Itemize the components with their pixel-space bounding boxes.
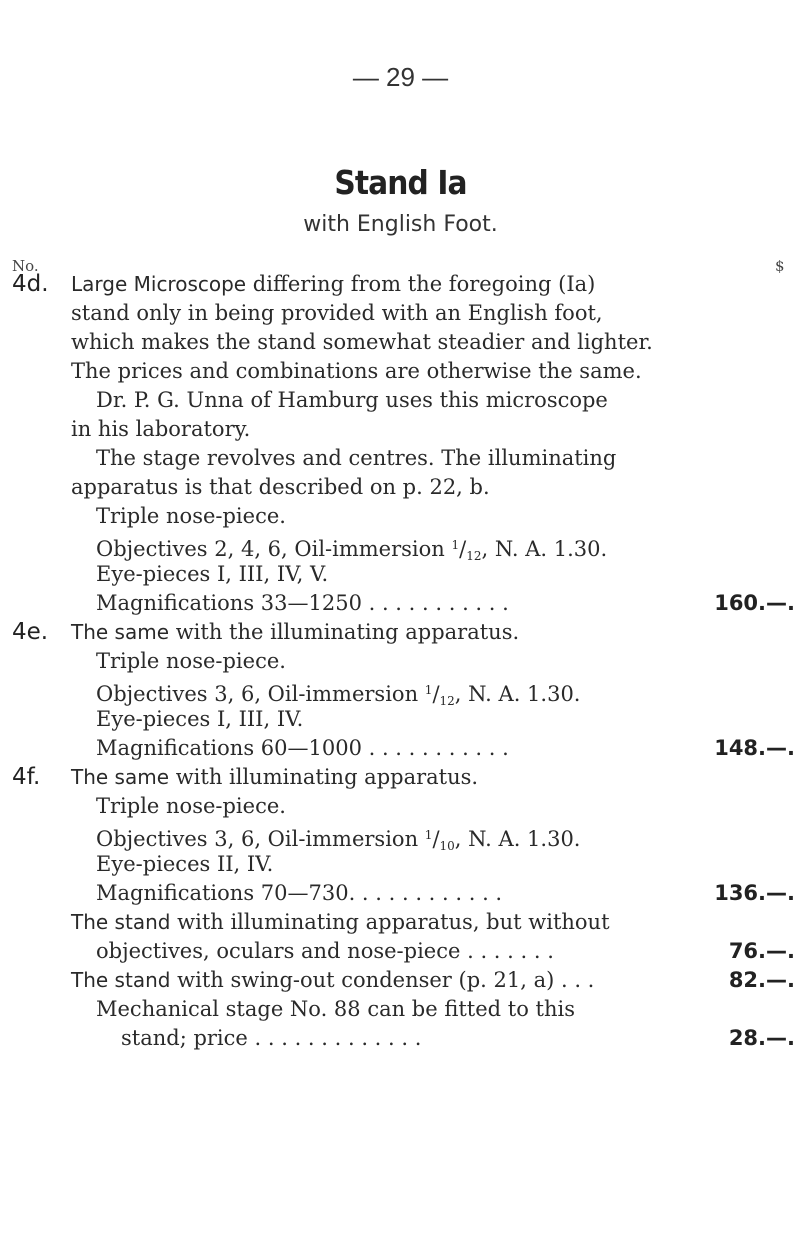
entry-line: The stage revolves and centres. The illuminating <box>96 446 617 470</box>
page-title: Stand Ia <box>334 163 467 202</box>
entry-label: 4d. <box>12 271 49 297</box>
entry-line: stand only in being provided with an English foot, <box>71 301 603 325</box>
fraction-numerator: 1 <box>424 828 433 842</box>
fraction-denominator: 12 <box>439 694 455 708</box>
entry-eyepieces: Eye-pieces I, III, IV. <box>96 707 304 731</box>
entry-magnifications: Magnifications 60—1000 . . . . . . . . . . . <box>96 736 509 760</box>
entry-line: Triple nose-piece. <box>96 794 286 818</box>
entry-line: Triple nose-piece. <box>96 649 286 673</box>
fraction-denominator: 10 <box>439 839 455 853</box>
entry-lead-rest: with illuminating apparatus. <box>169 765 479 789</box>
fraction-numerator: 1 <box>451 538 460 552</box>
entry-price: 148.—. <box>714 736 795 760</box>
entry-line: which makes the stand somewhat steadier and lighter. <box>71 330 653 354</box>
mechanical-stage-price: 28.—. <box>728 1026 795 1050</box>
entry-lead: The same <box>71 620 170 644</box>
extra-line <box>71 908 610 937</box>
objective-fraction: $^1/_{10}$ <box>424 827 455 853</box>
entry-description-line <box>71 270 595 299</box>
mechanical-stage-line: Mechanical stage No. 88 can be fitted to this <box>96 997 576 1021</box>
column-header-number: No. <box>12 257 39 275</box>
entry-magnifications: Magnifications 33—1250 . . . . . . . . . . . <box>96 591 509 615</box>
entry-label: 4f. <box>12 764 41 790</box>
entry-eyepieces: Eye-pieces II, IV. <box>96 852 274 876</box>
objective-fraction: $^1/_{12}$ <box>424 682 455 708</box>
objectives-text: Objectives 3, 6, Oil-immersion <box>96 682 419 706</box>
extra-lead: The stand <box>71 910 171 934</box>
column-header-price: $ <box>775 257 785 275</box>
fraction-denominator: 12 <box>466 549 482 563</box>
entry-description-line <box>71 763 478 792</box>
fraction-numerator: 1 <box>424 683 433 697</box>
objectives-text: Objectives 2, 4, 6, Oil-immersion <box>96 537 445 561</box>
objectives-text: Objectives 3, 6, Oil-immersion <box>96 827 419 851</box>
extra-line <box>71 966 594 995</box>
entry-price: 136.—. <box>714 881 795 905</box>
entry-line: Triple nose-piece. <box>96 504 286 528</box>
entry-lead-rest: differing from the foregoing (Ia) <box>246 272 596 296</box>
objective-fraction: $^1/_{12}$ <box>451 537 482 563</box>
extra-price: 76.—. <box>728 939 795 963</box>
entry-label: 4e. <box>12 619 49 645</box>
entry-price: 160.—. <box>714 591 795 615</box>
entry-lead: The same <box>71 765 170 789</box>
entry-line: Dr. P. G. Unna of Hamburg uses this microscope <box>96 388 608 412</box>
entry-lead: Large Microscope <box>71 272 247 296</box>
objectives-suffix: , N. A. 1.30. <box>481 537 608 561</box>
extra-lead-rest: with illuminating apparatus, but without <box>170 910 610 934</box>
entry-lead-rest: with the illuminating apparatus. <box>169 620 520 644</box>
extra-price: 82.—. <box>728 968 795 992</box>
entry-magnifications: Magnifications 70—730. . . . . . . . . . . . <box>96 881 503 905</box>
objectives-suffix: , N. A. 1.30. <box>454 682 581 706</box>
extra-line: objectives, oculars and nose-piece . . . . . . . <box>96 939 554 963</box>
entry-eyepieces: Eye-pieces I, III, IV, V. <box>96 562 329 586</box>
entry-description-line <box>71 618 519 647</box>
page-subtitle: with English Foot. <box>303 212 498 237</box>
objectives-suffix: , N. A. 1.30. <box>454 827 581 851</box>
entry-line: The prices and combinations are otherwise the same. <box>71 359 642 383</box>
extra-lead: The stand <box>71 968 171 992</box>
mechanical-stage-line: stand; price . . . . . . . . . . . . . <box>121 1026 422 1050</box>
extra-lead-rest: with swing-out condenser (p. 21, a) . . . <box>170 968 595 992</box>
page-number: — 29 — <box>352 62 449 92</box>
entry-line: apparatus is that described on p. 22, b. <box>71 475 490 499</box>
entry-line: in his laboratory. <box>71 417 251 441</box>
